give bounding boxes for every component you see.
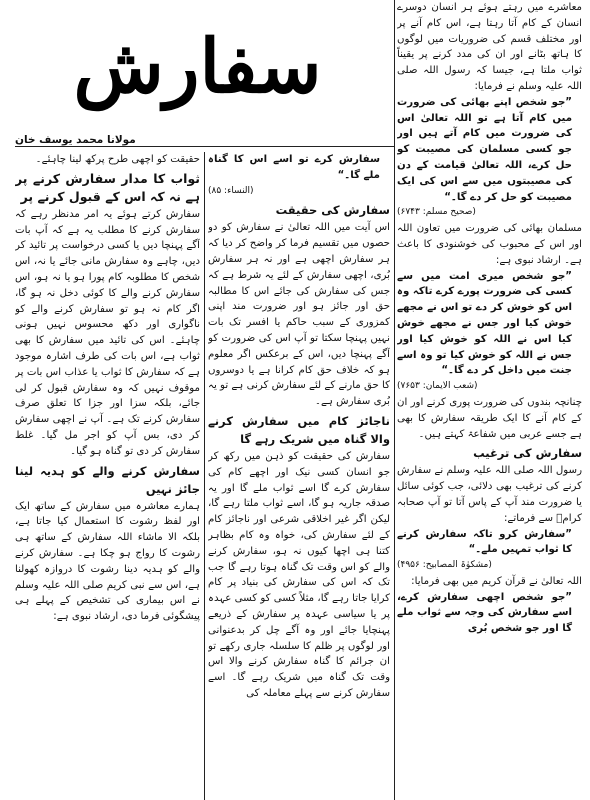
hadith-quote: ”جو شخص میری امت میں سے کسی کی ضرورت پورے کرے تاکہ وہ اس کو خوش کر دے تو اس نے مجھے خوش کیا اور جس نے مجھے خوش کیا اس نے اللہ کو خوش کیا اور جس نے اللہ کو خوش کیا تو وہ اسے جنت میں داخل کر دے گا۔“ — [397, 270, 572, 377]
section-heading: سفارش کرنے والے کو ہدیہ لینا جائز نہیں — [15, 463, 200, 496]
section-heading: ثواب کا مدار سفارش کرنے پر ہے نہ کہ اس کے قبول کرنے پر — [15, 170, 200, 204]
hadith-quote: ”جو شخص اپنے بھائی کی ضرورت میں کام آتا ہے تو اللہ تعالیٰ اس کی ضرورت میں کام آتے ہیں اور جو کسی مسلمان کی مصیبت کو حل کرے، اللہ تعالیٰ قیامت کے دن کی مصیبتوں میں سے اس کی ایک مصیبت کو حل کر دے گا۔“ — [397, 96, 572, 203]
hadith-quote: ”سفارش کرو تاکہ سفارش کرنے کا ثواب تمہیں ملے۔“ — [397, 528, 572, 556]
paragraph: سفارش کرتے ہوئے یہ امر مدنظر رہے کہ سفارش کرنے کا مطلب یہ ہے کہ آپ بات آگے پہنچا دیں یا کسی درخواست پر تائید کر دیں، چاہے وہ سفارش مانی جائے یا نہ، اس شخص کا مطلوبہ کام پورا ہو یا نہ ہو، اس سفارش کرنے والے کا کوئی دخل نہ ہو گا، اگر کام نہ ہو تو سفارش کرنے والے کو ناگواری اور دکھ محسوس نہیں ہونی چاہئے۔ اس کی تائید میں سفارش کا بھی ثواب ہے، اس بات کی طرف اشارہ موجود ہے کہ سفارش کا ثواب یا عذاب اس بات پر موقوف نہیں کہ وہ سفارش قبول کر لی جائے، بلکہ سزا اور جزا کا تعلق صرف سفارش کرنے تک ہے۔ آپ نے اچھی سفارش کر دی، بس آپ کو اجر مل گیا۔ غلط سفارش کر دی تو گناہ ہو گیا۔ — [15, 208, 200, 457]
paragraph: ہمارے معاشرہ میں سفارش کے ساتھ ایک اور لفظ رشوت کا استعمال کیا جاتا ہے، بلکہ الا ماشاء اللہ سفارش کے ساتھ ہی رشوت کا رواج ہو چکا ہے۔ سفارش کرنے والے کو ہدیہ دینا رشوت کا دروازہ کھولنا ہے، اس سے نبی کریم صلی اللہ علیہ وسلم نے اس بیماری کی تشخیص کے پہلے ہی پیشگوئی فرما دی، ارشاد نبوی ہے: — [15, 500, 200, 623]
reference: (مشکوٰۃ المصابیح: ۴۹۵۶) — [397, 560, 492, 571]
paragraph: اس آیت میں اللہ تعالیٰ نے سفارش کو دو حصوں میں تقسیم فرما کر واضح کر دیا کہ ہر سفارش اچھی ہے اور نہ ہر سفارش بُری، اچھی سفارش کے لئے یہ شرط ہے کہ جس کی سفارش کی جائے اس کا مطالبہ حق اور جائز ہو اور ضرورت مند اپنی کمزوری کے سبب حاکم یا افسر تک بات نہیں پہنچا سکتا تو آپ اس کی ضرورت کو آگے پہنچا دیں، اس کے برعکس اگر معلوم ہو کہ خلاف حق کام کرانا ہے یا دوسروں کا حق مارنے کے لئے سفارش کرنی ہے تو یہ بُری سفارش ہے۔ — [208, 222, 390, 408]
reference: (النساء: ۸۵) — [208, 185, 254, 196]
headline-area — [0, 24, 395, 134]
paragraph: رسول اللہ صلی اللہ علیہ وسلم نے سفارش کرنے کی ترغیب بھی دلائی، جب کوئی سائل یا ضرورت مند آپ کے پاس آتا تو آپ صحابہ کرامؓ سے فرماتے: — [397, 465, 582, 524]
paragraph: مسلمان بھائی کی ضرورت میں تعاون اللہ اور اس کے محبوب کی خوشنودی کا باعث ہے۔ ارشاد نبوی ہے: — [397, 223, 582, 266]
reference: (شعب الایمان: ۷۶۵۳) — [397, 381, 478, 392]
paragraph: سفارش کی حقیقت کو ذہن میں رکھ کر جو انسان کسی نیک اور اچھے کام کی سفارش کرے گا اسے ثواب ملے گا اور یہ صدقہ جاریہ ہو گا، اسے ثواب ملتا رہے گا، لیکن اگر غیر اخلاقی شرعی اور ناجائز کام کے لئے سفارش کی، خواہ وہ کام بظاہر کتنا ہی اچھا کیوں نہ ہو، سفارش کرنے والے کو اس وقت تک گناہ ہوتا رہے گا جب تک کہ اس کی سفارش کی بنیاد پر کام کرایا جاتا رہے گا، مثلاً کسی کو کسی عہدہ پر یا سیاسی عہدہ پر سفارش کے ذریعے پہنچایا جائے اور وہ آگے چل کر بدعنوانی اور لوگوں پر ظلم کا سلسلہ جاری رکھے تو ان جرائم کا گناہ سفارش کرنے والا اس وقت تک گناہ میں شریک رہے گا۔ اسے سفارش کرنے سے پہلے معاملہ کی — [208, 450, 390, 699]
reference: (صحیح مسلم: ۶۷۴۳) — [397, 207, 476, 218]
paragraph: حقیقت کو اچھی طرح پرکھ لینا چاہئے۔ — [35, 154, 200, 165]
paragraph: اللہ تعالیٰ نے قرآن کریم میں بھی فرمایا: — [411, 575, 582, 587]
paragraph: معاشرے میں رہتے ہوئے ہر انسان دوسرے انسان کے کام آتا رہتا ہے، اس کام آنے پر اور مختلف قسم کی ضروریات میں لوگوں کا ہاتھ بٹانے اور ان کی مدد کرنے پر یقیناً ثواب ملتا ہے، جیسا کہ رسول اللہ صلی اللہ علیہ وسلم نے فرمایا: — [397, 2, 582, 92]
section-heading: سفارش کی ترغیب — [473, 446, 582, 461]
column-right — [397, 0, 582, 800]
paragraph: چنانچہ بندوں کی ضرورت پوری کرنے اور ان کے کام آنے کا ایک طریقہ سفارش کا بھی ہے جسے عربی میں شفاعۃ کہتے ہیں۔ — [397, 396, 582, 440]
column-middle — [208, 152, 390, 800]
quran-quote: ”جو شخص اچھی سفارش کرے، اسے سفارش کی وجہ سے ثواب ملے گا اور جو شخص بُری — [397, 591, 572, 635]
section-heading: ناجائز کام میں سفارش کرنے والا گناہ میں شریک رہے گا — [208, 413, 390, 446]
author-name: مولانا محمد یوسف خان — [15, 134, 136, 146]
column-divider — [204, 152, 205, 800]
column-left — [15, 152, 200, 800]
quran-quote: سفارش کرے تو اسے اس کا گناہ ملے گا۔“ — [208, 154, 380, 181]
section-heading: سفارش کی حقیقت — [275, 203, 390, 218]
article-title: سفارش — [73, 24, 322, 110]
